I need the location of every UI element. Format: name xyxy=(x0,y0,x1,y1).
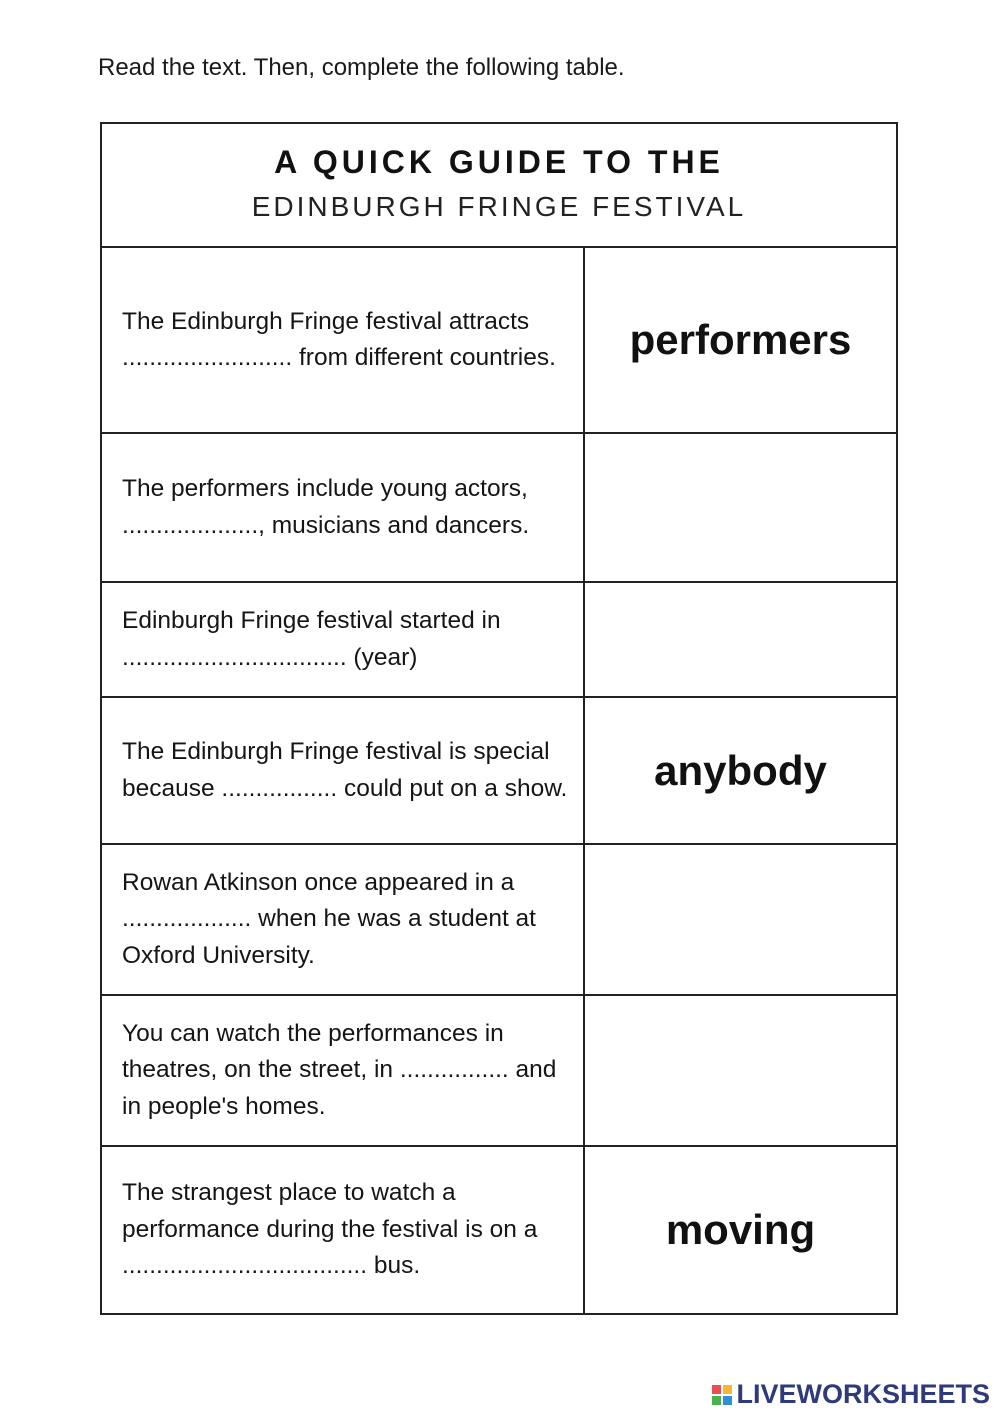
table-row xyxy=(102,698,896,845)
answer-cell[interactable] xyxy=(585,583,896,696)
answer-cell[interactable]: moving xyxy=(665,1206,816,1253)
table-row xyxy=(102,996,896,1147)
instructions: Read the text. Then, complete the following table. xyxy=(98,54,625,81)
question-cell: You can watch the performances in theatres, on the street, in ................ and in people's homes. xyxy=(102,996,585,1145)
question-cell: Edinburgh Fringe festival started in ................................. (year) xyxy=(102,583,585,696)
table-row xyxy=(102,248,896,434)
table-row xyxy=(102,1147,896,1313)
table-subtitle: EDINBURGH FRINGE FESTIVAL xyxy=(251,191,747,222)
answer-cell[interactable]: anybody xyxy=(654,746,827,794)
guide-table xyxy=(100,122,898,1315)
answer-cell[interactable] xyxy=(585,996,896,1145)
question-cell: The Edinburgh Fringe festival attracts ......................... from different countries. xyxy=(102,248,585,432)
liveworksheets-logo xyxy=(712,1379,990,1410)
liveworksheets-logo-icon xyxy=(712,1385,732,1405)
table-row xyxy=(102,583,896,698)
question-cell: The strangest place to watch a performance during the festival is on a .................................... bus. xyxy=(102,1147,585,1313)
question-cell: The Edinburgh Fringe festival is special because ................. could put on a show. xyxy=(102,698,585,843)
table-title: A QUICK GUIDE TO THE xyxy=(274,144,724,180)
answer-cell[interactable] xyxy=(585,434,896,581)
table-header xyxy=(102,124,896,248)
answer-cell[interactable] xyxy=(585,845,896,994)
table-row xyxy=(102,434,896,583)
logo-text: LIVEWORKSHEETS xyxy=(736,1379,990,1409)
question-cell: Rowan Atkinson once appeared in a ................... when he was a student at Oxford University. xyxy=(102,845,585,994)
answer-cell[interactable]: performers xyxy=(629,316,852,363)
question-cell: The performers include young actors, ...................., musicians and dancers. xyxy=(102,434,585,581)
table-row xyxy=(102,845,896,996)
